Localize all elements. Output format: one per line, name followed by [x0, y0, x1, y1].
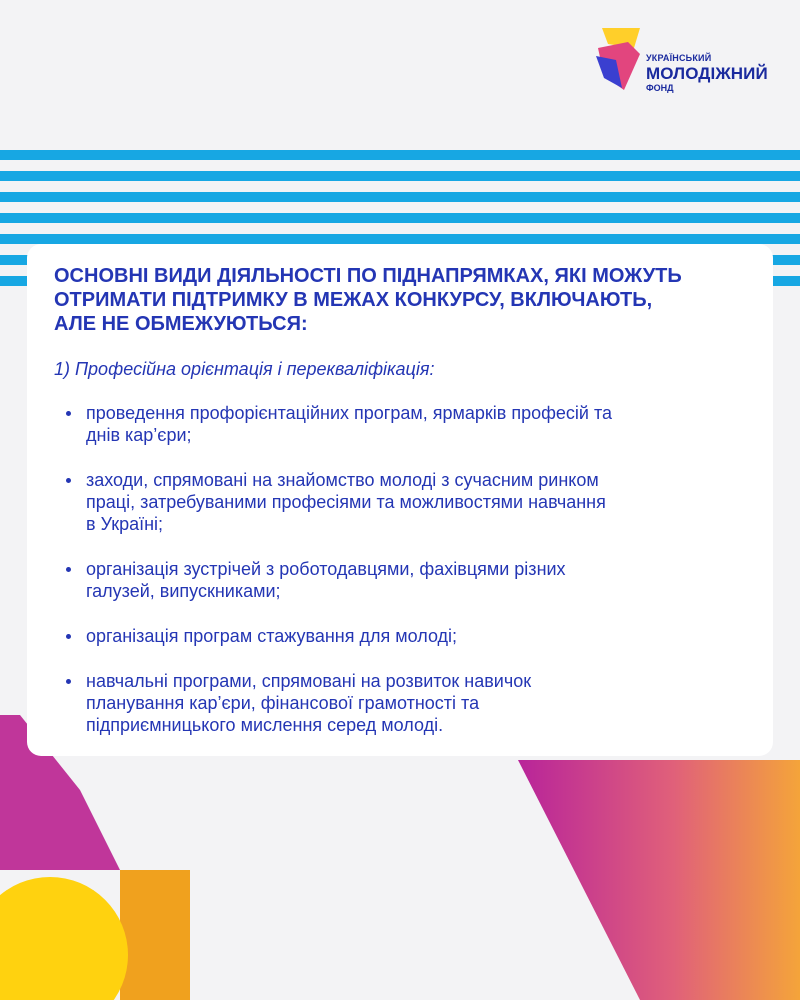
- stripe: [0, 213, 800, 223]
- list-item-text: [86, 558, 745, 602]
- heading-line: ОСНОВНІ ВИДИ ДІЯЛЬНОСТІ ПО ПІДНАПРЯМКАХ, ЯКІ МОЖУТЬ: [54, 265, 682, 287]
- logo-text: [646, 54, 768, 93]
- stripe: [0, 150, 800, 160]
- list-item-line: організація зустрічей з роботодавцями, фахівцями різних: [86, 559, 566, 579]
- list-item: [54, 469, 745, 535]
- heading-line: АЛЕ НЕ ОБМЕЖУЮТЬСЯ:: [54, 313, 308, 335]
- list-item-line: навчальні програми, спрямовані на розвиток навичок: [86, 671, 532, 691]
- list-item-text: [86, 402, 745, 446]
- logo-line-1: УКРАЇНСЬКИЙ: [646, 53, 712, 63]
- list-item-line: заходи, спрямовані на знайомство молоді з сучасним ринком: [86, 470, 599, 490]
- gradient-shape-right: [518, 760, 800, 1000]
- list-item: [54, 558, 745, 602]
- list-item-line: праці, затребуваними професіями та можливостями навчання: [86, 492, 606, 512]
- bullet-dot-icon: [66, 478, 71, 483]
- card-heading: [54, 264, 745, 336]
- stripe: [0, 234, 800, 244]
- heading-line: ОТРИМАТИ ПІДТРИМКУ В МЕЖАХ КОНКУРСУ, ВКЛЮЧАЮТЬ,: [54, 289, 653, 311]
- list-item-text: [86, 670, 745, 736]
- list-item: [54, 402, 745, 446]
- list-item-text: [86, 469, 745, 535]
- list-item: [54, 670, 745, 736]
- logo-line-2: МОЛОДІЖНИЙ: [646, 64, 768, 83]
- content-card: [27, 244, 773, 756]
- list-item-line: проведення профорієнтаційних програм, ярмарків професій та: [86, 403, 613, 423]
- stripe: [0, 171, 800, 181]
- bullet-dot-icon: [66, 567, 71, 572]
- list-item-line: галузей, випускниками;: [86, 581, 281, 601]
- list-item-line: днів кар’єри;: [86, 425, 192, 445]
- card-subheading: 1) Професійна орієнтація і перекваліфікація:: [54, 359, 435, 379]
- bullet-list: [54, 402, 745, 736]
- bullet-dot-icon: [66, 679, 71, 684]
- orange-block: [120, 870, 190, 1000]
- list-item-line: планування кар’єри, фінансової грамотності та: [86, 693, 480, 713]
- bullet-dot-icon: [66, 634, 71, 639]
- list-item-line: підприємницького мислення серед молоді.: [86, 715, 444, 735]
- list-item-line: організація програм стажування для молоді;: [86, 626, 458, 646]
- magenta-shape-stairs: [0, 790, 120, 870]
- stripe: [0, 192, 800, 202]
- yellow-circle: [0, 877, 128, 1000]
- list-item: [54, 625, 745, 647]
- logo-mark-icon: [594, 26, 646, 92]
- list-item-text: [86, 625, 745, 647]
- logo-line-3: ФОНД: [646, 83, 674, 93]
- bullet-dot-icon: [66, 411, 71, 416]
- list-item-line: в Україні;: [86, 514, 164, 534]
